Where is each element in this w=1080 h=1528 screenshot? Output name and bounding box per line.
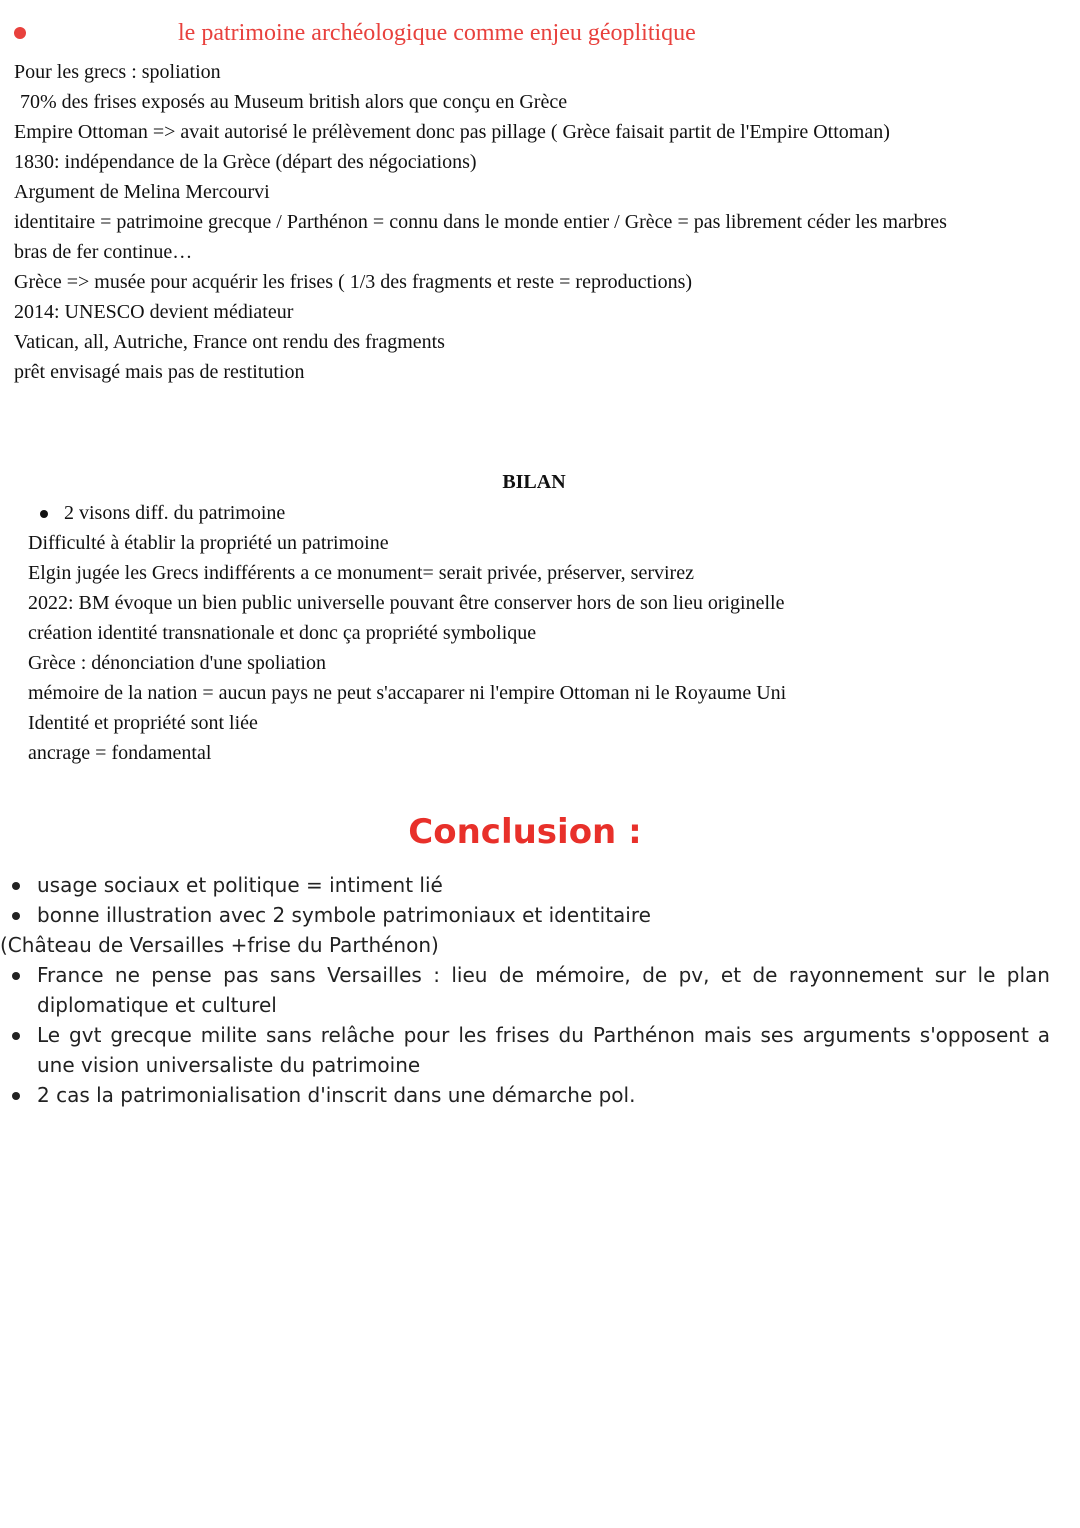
bullet-icon [12, 912, 20, 920]
text-line: Vatican, all, Autriche, France ont rendu des fragments [14, 331, 445, 353]
text-line: bras de fer continue… [14, 241, 193, 263]
list-item-text: usage sociaux et politique = intiment lié [37, 873, 443, 897]
bullet-icon [12, 1092, 20, 1100]
text-line: Elgin jugée les Grecs indifférents a ce monument= serait privée, préserver, servirez [28, 562, 694, 584]
text-line: Grèce : dénonciation d'une spoliation [28, 652, 326, 674]
list-item [0, 870, 1060, 900]
text-line: Identité et propriété sont liée [28, 712, 258, 734]
conclusion-list [0, 870, 1060, 1110]
text-line: 1830: indépendance de la Grèce (départ des négociations) [14, 151, 477, 173]
list-item-text: 2 cas la patrimonialisation d'inscrit dans une démarche pol. [37, 1083, 636, 1107]
text-line: 2014: UNESCO devient médiateur [14, 301, 294, 323]
text-line: 2022: BM évoque un bien public universelle pouvant être conserver hors de son lieu originelle [28, 592, 785, 614]
bullet-icon [12, 972, 20, 980]
list-item [0, 960, 1060, 1020]
list-item-text: bonne illustration avec 2 symbole patrimoniaux et identitaire [37, 903, 651, 927]
bilan-body [28, 528, 1068, 768]
list-item [0, 1020, 1060, 1080]
text-line: 70% des frises exposés au Museum british alors que conçu en Grèce [20, 91, 568, 113]
red-bullet-icon [14, 27, 26, 39]
bilan-bullet-text: 2 visons diff. du patrimoine [64, 502, 286, 524]
section1-body [14, 57, 1064, 387]
list-item [0, 900, 1060, 930]
bullet-icon [12, 1032, 20, 1040]
section-title: le patrimoine archéologique comme enjeu géoplitique [178, 20, 696, 46]
text-line: Empire Ottoman => avait autorisé le prélèvement donc pas pillage ( Grèce faisait partit de l'Empire Ottoman) [14, 121, 890, 143]
text-line: identitaire = patrimoine grecque / Parthénon = connu dans le monde entier / Grèce = pas librement céder les marbres [14, 211, 947, 233]
bilan-heading: BILAN [502, 471, 566, 493]
text-line: mémoire de la nation = aucun pays ne peut s'accaparer ni l'empire Ottoman ni le Royaume Uni [28, 682, 787, 704]
plain-line: (Château de Versailles +frise du Parthénon) [0, 933, 439, 957]
list-item-text: Le gvt grecque milite sans relâche pour les frises du Parthénon mais ses arguments s'opposent a une vision universaliste du patrimoine [37, 1023, 1050, 1077]
bullet-icon [40, 510, 48, 518]
text-line: ancrage = fondamental [28, 742, 212, 764]
bullet-icon [12, 882, 20, 890]
list-item [0, 1080, 1060, 1110]
text-line: création identité transnationale et donc ça propriété symbolique [28, 622, 537, 644]
text-line: Difficulté à établir la propriété un patrimoine [28, 532, 389, 554]
list-item-text: France ne pense pas sans Versailles : lieu de mémoire, de pv, et de rayonnement sur le plan diplomatique et culturel [37, 963, 1050, 1017]
text-line: Grèce => musée pour acquérir les frises ( 1/3 des fragments et reste = reproductions) [14, 271, 693, 293]
text-line: prêt envisagé mais pas de restitution [14, 361, 305, 383]
text-line: Argument de Melina Mercourvi [14, 181, 270, 203]
conclusion-heading: Conclusion : [408, 812, 642, 852]
text-line: Pour les grecs : spoliation [14, 61, 221, 83]
